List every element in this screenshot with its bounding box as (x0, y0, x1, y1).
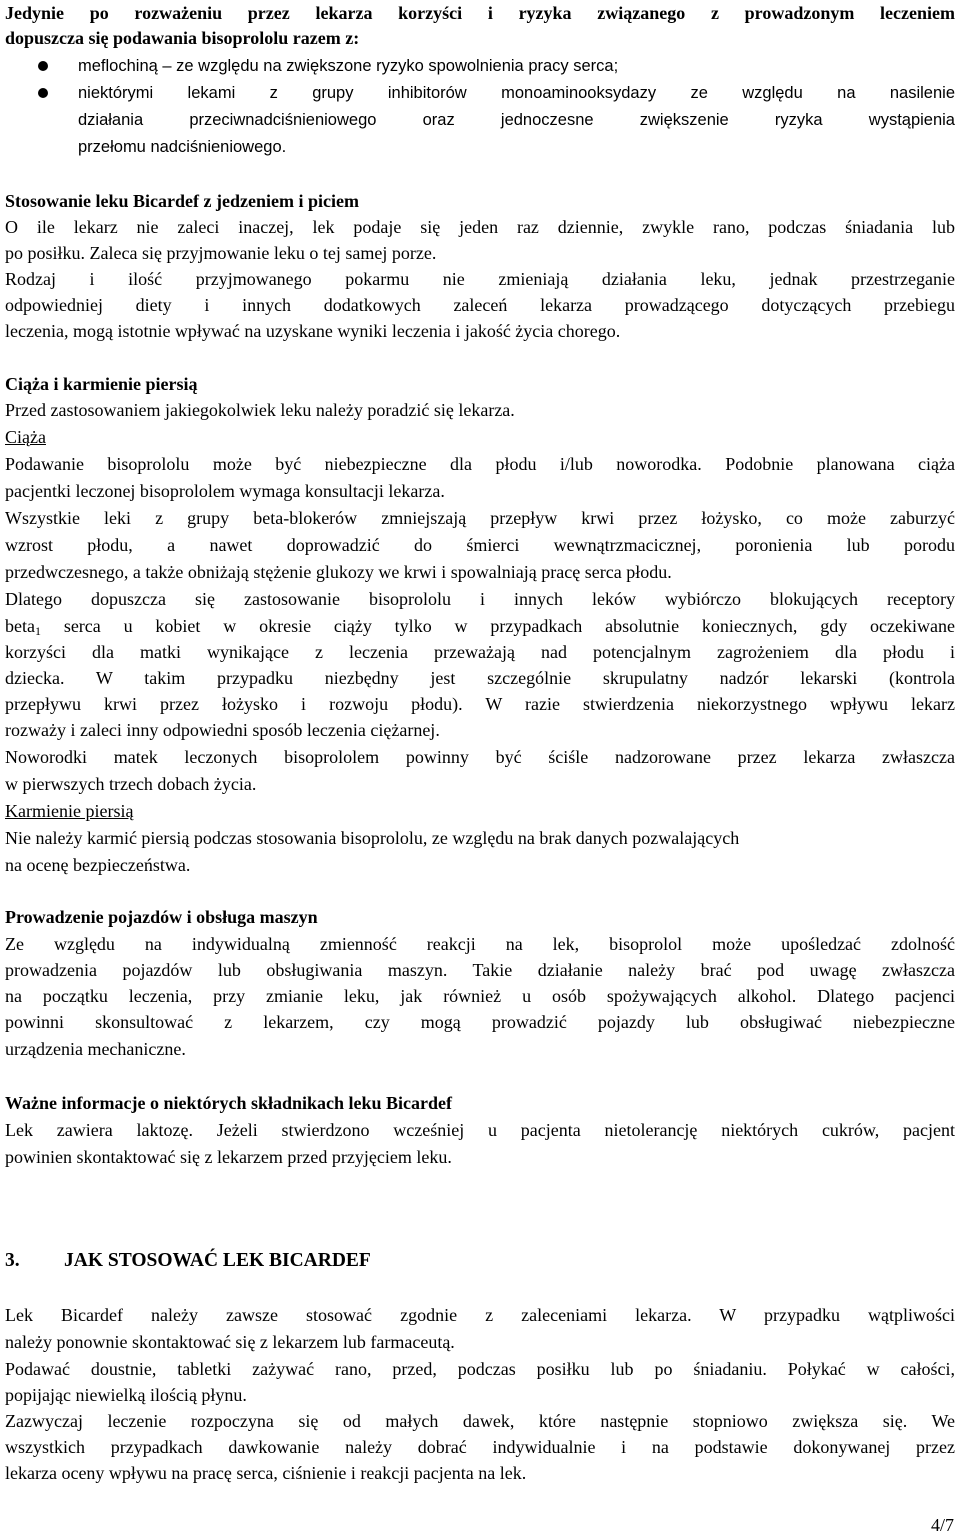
section-3-number: 3. (5, 1250, 20, 1271)
driving-line-1: Ze względu na indywidualną zmienność reakcji na lek, bisoprolol może upośledzać zdolność (5, 934, 955, 954)
pregnancy-line-1: Podawanie bisoprololu może być niebezpieczne dla płodu i/lub noworodka. Podobnie planowana ciąża (5, 454, 955, 474)
section-3-title: JAK STOSOWAĆ LEK BICARDEF (64, 1250, 371, 1271)
food-heading: Stosowanie leku Bicardef z jedzeniem i piciem (5, 191, 359, 211)
food-line-4: odpowiedniej diety i innych dodatkowych zaleceń lekarza prowadzącego dotyczących przebiegu (5, 295, 955, 315)
pregnancy-heading: Ciąża i karmienie piersią (5, 374, 198, 394)
pregnancy-line-7: korzyści dla matki wynikające z leczenia przeważają nad potencjalnym zagrożeniem dla płodu i (5, 642, 955, 662)
section-3-line-7: lekarza oceny wpływu na pracę serca, ciśnienie i reakcji pacjenta na lek. (5, 1463, 527, 1483)
food-line-2: po posiłku. Zaleca się przyjmowanie leku o tej samej porze. (5, 243, 437, 263)
bullet-1-line-1: meflochiną – ze względu na zwiększone ryzyko spowolnienia pracy serca; (78, 57, 619, 75)
bullet-2-line-3: przełomu nadciśnieniowego. (78, 138, 287, 156)
bullet-2-line-1: niektórymi lekami z grupy inhibitorów monoaminooksydazy ze względu na nasilenie (78, 84, 955, 102)
pregnancy-line-8: dziecka. W takim przypadku niezbędny jest szczególnie skrupulatny nadzór lekarski (kontrola (5, 668, 955, 688)
driving-line-3: na początku leczenia, przy zmianie leku, jak również u osób spożywających alkohol. Dlatego pacjenci (5, 986, 955, 1006)
pregnancy-line-11: Noworodki matek leczonych bisoprololem powinny być ściśle nadzorowane przez lekarza zwłaszcza (5, 747, 955, 767)
pregnancy-line-6: Dlatego dopuszcza się zastosowanie bisoprololu i innych leków wybiórczo blokujących receptory (5, 589, 955, 609)
driving-heading: Prowadzenie pojazdów i obsługa maszyn (5, 907, 318, 927)
section-3-line-5: Zazwyczaj leczenie rozpoczyna się od małych dawek, które następnie stopniowo zwiększa się. We (5, 1411, 955, 1431)
section-3-line-2: należy ponownie skontaktować się z lekarzem lub farmaceutą. (5, 1332, 455, 1352)
ingredients-line-2: powinien skontaktować się z lekarzem przed przyjęciem leku. (5, 1147, 452, 1167)
driving-line-2: prowadzenia pojazdów lub obsługiwania maszyn. Takie działanie należy brać pod uwagę zwłaszcza (5, 960, 955, 980)
food-line-5: leczenia, mogą istotnie wpływać na uzyskane wyniki leczenia i jakość życia chorego. (5, 321, 621, 341)
beta-subscript: 1 (34, 624, 41, 638)
ingredients-line-1: Lek zawiera laktozę. Jeżeli stwierdzono wcześniej u pacjenta nietolerancję niektórych cukrów, pacjent (5, 1120, 955, 1140)
pregnancy-line-3: Wszystkie leki z grupy beta-blokerów zmniejszają przepływ krwi przez łożysko, co może zaburzyć (5, 508, 955, 528)
pregnancy-line-9: przepływu krwi przez łożysko i rozwoju płodu). W razie stwierdzenia niekorzystnego wpływu lekarz (5, 694, 955, 714)
page-number: 4/7 (930, 1515, 954, 1535)
bullet-icon (38, 61, 48, 71)
food-line-1: O ile lekarz nie zaleci inaczej, lek podaje się jeden raz dziennie, zwykle rano, podczas śniadania lub (5, 217, 955, 237)
breastfeeding-subheading: Karmienie piersią (5, 801, 134, 821)
section-3-line-4: popijając niewielką ilością płynu. (5, 1385, 247, 1405)
beta-rest: serca u kobiet w okresie ciąży tylko w przypadkach absolutnie koniecznych, gdy oczekiwane (40, 616, 955, 636)
driving-line-4: powinni skonsultować z lekarzem, czy mogą prowadzić pojazdy lub obsługiwać niebezpieczne (5, 1012, 955, 1032)
section-3-line-3: Podawać doustnie, tabletki zażywać rano, przed, podczas posiłku lub po śniadaniu. Połykać w całości, (5, 1359, 955, 1379)
pregnancy-beta-line (5, 613, 955, 639)
pregnancy-intro: Przed zastosowaniem jakiegokolwiek leku należy poradzić się lekarza. (5, 400, 515, 420)
pregnancy-line-4: wzrost płodu, a nawet doprowadzić do śmierci wewnątrzmacicznej, poronienia lub porodu (5, 535, 955, 555)
breastfeeding-line-2: na ocenę bezpieczeństwa. (5, 855, 191, 875)
section-3-line-6: wszystkich przypadkach dawkowanie należy dobrać indywidualnie i na podstawie dokonywanej przez (5, 1437, 955, 1457)
section-3-line-1: Lek Bicardef należy zawsze stosować zgodnie z zaleceniami lekarza. W przypadku wątpliwości (5, 1305, 955, 1325)
pregnancy-line-5: przedwczesnego, a także obniżają stężenie glukozy we krwi i spowalniają pracę serca płodu. (5, 562, 672, 582)
intro-line-2: dopuszcza się podawania bisoprololu razem z: (5, 28, 360, 48)
pregnancy-line-2: pacjentki leczonej bisoprololem wymaga konsultacji lekarza. (5, 481, 445, 501)
ingredients-heading: Ważne informacje o niektórych składnikach leku Bicardef (5, 1093, 452, 1113)
pregnancy-subheading: Ciąża (5, 427, 46, 447)
intro-line-1: Jedynie po rozważeniu przez lekarza korzyści i ryzyka związanego z prowadzonym leczeniem (5, 3, 955, 23)
driving-line-5: urządzenia mechaniczne. (5, 1039, 186, 1059)
breastfeeding-line-1: Nie należy karmić piersią podczas stosowania bisoprololu, ze względu na brak danych pozwalających (5, 828, 740, 848)
pregnancy-line-10: rozważy i zaleci inny odpowiedni sposób leczenia ciężarnej. (5, 720, 440, 740)
bullet-icon (38, 88, 48, 98)
food-line-3: Rodzaj i ilość przyjmowanego pokarmu nie zmieniają działania leku, jednak przestrzeganie (5, 269, 955, 289)
bullet-2-line-2: działania przeciwnadciśnieniowego oraz jednoczesne zwiększenie ryzyka wystąpienia (78, 111, 955, 129)
beta-prefix: beta (5, 616, 35, 636)
pregnancy-line-12: w pierwszych trzech dobach życia. (5, 774, 257, 794)
